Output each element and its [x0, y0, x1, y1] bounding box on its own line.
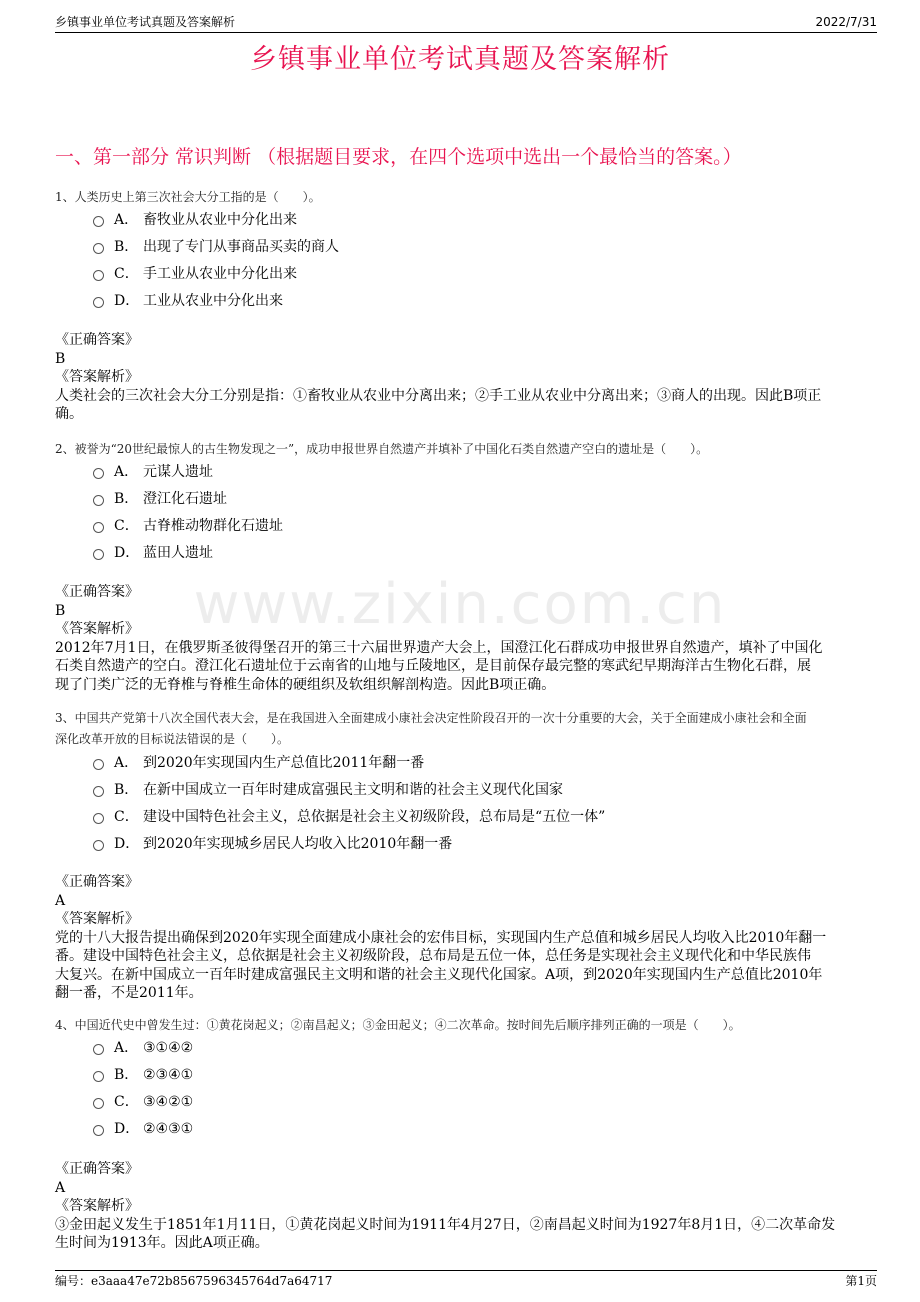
answer-value: B [55, 602, 66, 619]
radio-icon[interactable] [93, 786, 104, 797]
radio-icon[interactable] [93, 297, 104, 308]
question-1 [55, 187, 870, 317]
analysis-line: 翻一番，不是2011年。 [55, 985, 203, 1001]
watermark: www.zixin.com.cn [193, 572, 727, 637]
option-c[interactable]: C． 古脊椎动物群化石遗址 [93, 515, 870, 542]
answer-value: B [55, 350, 66, 367]
radio-icon[interactable] [93, 243, 104, 254]
option-b[interactable]: B． 出现了专门从事商品买卖的商人 [93, 236, 870, 263]
option-b[interactable]: B． ②③④① [93, 1064, 870, 1091]
option-c[interactable]: C． 建设中国特色社会主义，总依据是社会主义初级阶段，总布局是“五位一体” [93, 806, 870, 833]
header-date: 2022/7/31 [815, 15, 877, 29]
analysis-line: 番。建设中国特色社会主义，总依据是社会主义初级阶段，总布局是五位一体，总任务是实现社会主义现代化和中华民族伟 [55, 948, 811, 964]
answer-block-2 [55, 583, 870, 694]
question-text: 4、中国近代史中曾发生过：①黄花岗起义；②南昌起义；③金田起义；④二次革命。按时间先后顺序排列正确的一项是（ ）。 [55, 1018, 741, 1032]
option-c[interactable]: C． 手工业从农业中分化出来 [93, 263, 870, 290]
option-a[interactable]: A． 畜牧业从农业中分化出来 [93, 209, 870, 236]
radio-icon[interactable] [93, 522, 104, 533]
question-text-line: 3、中国共产党第十八次全国代表大会，是在我国进入全面建成小康社会决定性阶段召开的一次十分重要的大会，关于全面建成小康社会和全面 [55, 711, 807, 725]
analysis-line: 确。 [55, 406, 83, 422]
answer-label: 《正确答案》 [55, 584, 139, 600]
answer-label: 《正确答案》 [55, 874, 139, 890]
analysis-line: 现了门类广泛的无脊椎与脊椎生命体的硬组织及软组织解剖构造。因此B项正确。 [55, 676, 556, 693]
page-number: 第1页 [845, 1274, 877, 1288]
option-d[interactable]: D． ②④③① [93, 1118, 870, 1145]
option-a[interactable]: A． 元谋人遗址 [93, 461, 870, 488]
analysis-line: 人类社会的三次社会大分工分别是指：①畜牧业从农业中分离出来；②手工业从农业中分离出来；③商人的出现。因此B项正 [55, 387, 822, 404]
analysis-line: 大复兴。在新中国成立一百年时建成富强民主文明和谐的社会主义现代化国家。A项，到2020年实现国内生产总值比2010年 [55, 966, 823, 983]
analysis-line: 石类自然遗产的空白。澄江化石遗址位于云南省的山地与丘陵地区，是目前保存最完整的寒武纪早期海洋古生物化石群，展 [55, 658, 811, 674]
question-4 [55, 1015, 870, 1145]
analysis-label: 《答案解析》 [55, 911, 139, 927]
option-c[interactable]: C． ③④②① [93, 1091, 870, 1118]
page-footer [55, 1270, 877, 1289]
answer-block-1 [55, 331, 870, 424]
page-title: 乡镇事业单位考试真题及答案解析 [250, 44, 670, 75]
page-header [55, 14, 877, 33]
radio-icon[interactable] [93, 270, 104, 281]
radio-icon[interactable] [93, 1071, 104, 1082]
question-text: 1、人类历史上第三次社会大分工指的是（ ）。 [55, 190, 321, 204]
section-heading: 一、第一部分 常识判断 （根据题目要求，在四个选项中选出一个最恰当的答案。） [55, 146, 742, 168]
analysis-label: 《答案解析》 [55, 1198, 139, 1214]
analysis-line: 生时间为1913年。因此A项正确。 [55, 1235, 269, 1251]
option-d[interactable]: D． 工业从农业中分化出来 [93, 290, 870, 317]
radio-icon[interactable] [93, 549, 104, 560]
radio-icon[interactable] [93, 1125, 104, 1136]
option-d[interactable]: D． 蓝田人遗址 [93, 542, 870, 569]
option-b[interactable]: B． 在新中国成立一百年时建成富强民主文明和谐的社会主义现代化国家 [93, 779, 870, 806]
analysis-line: 党的十八大报告提出确保到2020年实现全面建成小康社会的宏伟目标，实现国内生产总值和城乡居民人均收入比2010年翻一 [55, 929, 827, 946]
document-id: 编号：e3aaa47e72b8567596345764d7a64717 [55, 1274, 333, 1288]
radio-icon[interactable] [93, 759, 104, 770]
radio-icon[interactable] [93, 468, 104, 479]
radio-icon[interactable] [93, 813, 104, 824]
answer-block-3 [55, 873, 870, 1003]
header-doc-title: 乡镇事业单位考试真题及答案解析 [55, 15, 236, 29]
option-a[interactable]: A． 到2020年实现国内生产总值比2011年翻一番 [93, 752, 870, 779]
option-b[interactable]: B． 澄江化石遗址 [93, 488, 870, 515]
question-text-line: 深化改革开放的目标说法错误的是（ ）。 [55, 732, 290, 746]
analysis-label: 《答案解析》 [55, 369, 139, 385]
analysis-label: 《答案解析》 [55, 621, 139, 637]
radio-icon[interactable] [93, 216, 104, 227]
radio-icon[interactable] [93, 1044, 104, 1055]
answer-label: 《正确答案》 [55, 332, 139, 348]
radio-icon[interactable] [93, 840, 104, 851]
answer-label: 《正确答案》 [55, 1161, 139, 1177]
answer-block-4 [55, 1160, 870, 1253]
answer-value: A [55, 1179, 66, 1196]
answer-value: A [55, 892, 66, 909]
option-a[interactable]: A． ③①④② [93, 1037, 870, 1064]
radio-icon[interactable] [93, 495, 104, 506]
question-3 [55, 708, 870, 860]
radio-icon[interactable] [93, 1098, 104, 1109]
analysis-line: 2012年7月1日，在俄罗斯圣彼得堡召开的第三十六届世界遗产大会上，国澄江化石群成功申报世界自然遗产，填补了中国化 [55, 639, 823, 656]
analysis-line: ③金田起义发生于1851年1月11日，①黄花岗起义时间为1911年4月27日，②南昌起义时间为1927年8月1日，④二次革命发 [55, 1216, 836, 1233]
question-2 [55, 439, 870, 569]
option-d[interactable]: D． 到2020年实现城乡居民人均收入比2010年翻一番 [93, 833, 870, 860]
question-text: 2、被誉为“20世纪最惊人的古生物发现之一”，成功申报世界自然遗产并填补了中国化石类自然遗产空白的遗址是（ ）。 [55, 442, 709, 456]
